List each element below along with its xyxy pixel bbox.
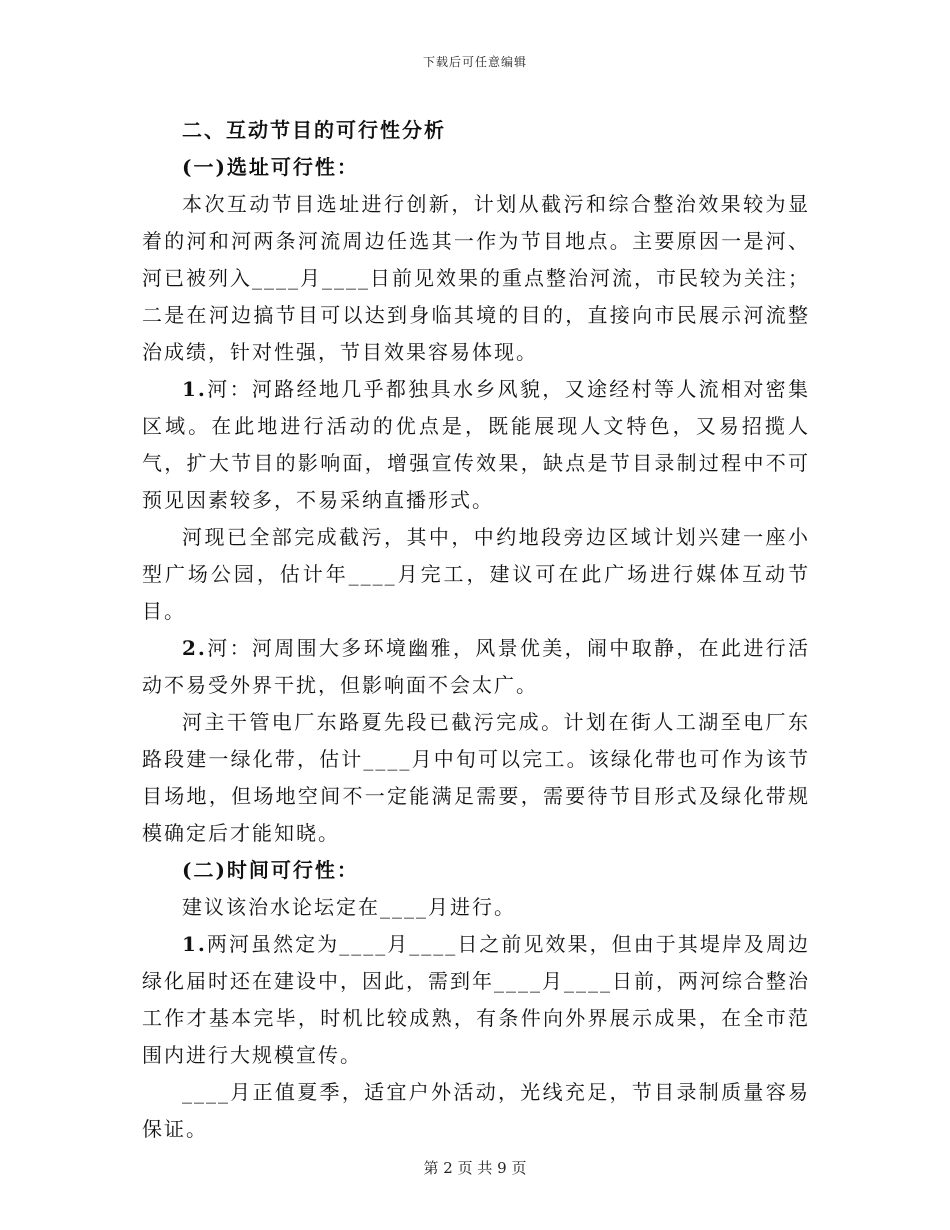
numbered-paragraph xyxy=(142,630,810,704)
page-footer: 第 2 页 共 9 页 xyxy=(423,1159,527,1177)
item-number: 1. xyxy=(182,932,207,956)
paragraph: ____月正值夏季，适宜户外活动，光线充足，节目录制质量容易保证。 xyxy=(142,1080,810,1141)
numbered-paragraph xyxy=(142,371,810,519)
subsection-heading-time: (二)时间可行性： xyxy=(182,858,359,882)
paragraph: 河主干管电厂东路夏先段已截污完成。计划在街人工湖至电厂东路段建一绿化带，估计____月中旬可以完工。该绿化带也可作为该节目场地，但场地空间不一定能满足需要，需要待节目形式及绿化带规模确定后才能知晓。 xyxy=(142,710,810,845)
item-number: 2. xyxy=(182,636,207,660)
item-number: 1. xyxy=(182,377,207,401)
section-heading: 二、互动节目的可行性分析 xyxy=(182,118,446,142)
document-body xyxy=(142,112,810,1148)
paragraph: 河现已全部完成截污，其中，中约地段旁边区域计划兴建一座小型广场公园，估计年____月完工，建议可在此广场进行媒体互动节目。 xyxy=(142,525,810,623)
numbered-paragraph xyxy=(142,926,810,1074)
paragraph-text: 河：河路经地几乎都独具水乡风貌，又途经村等人流相对密集区域。在此地进行活动的优点是，既能展现人文特色，又易招揽人气，扩大节目的影响面，增强宣传效果，缺点是节目录制过程中不可预见因素较多，不易采纳直播形式。 xyxy=(142,377,810,512)
paragraph: 建议该治水论坛定在____月进行。 xyxy=(182,895,516,919)
paragraph-text: 两河虽然定为____月____日之前见效果，但由于其堤岸及周边绿化届时还在建设中，因此，需到年____月____日前，两河综合整治工作才基本完毕，时机比较成熟，有条件向外界展示成果，在全市范围内进行大规模宣传。 xyxy=(142,932,810,1067)
page-header: 下载后可任意编辑 xyxy=(422,55,527,69)
paragraph-text: 河：河周围大多环境幽雅，风景优美，闹中取静，在此进行活动不易受外界干扰，但影响面不会太广。 xyxy=(142,636,810,697)
paragraph: 本次互动节目选址进行创新，计划从截污和综合整治效果较为显着的河和河两条河流周边任选其一作为节目地点。主要原因一是河、河已被列入____月____日前见效果的重点整治河流，市民较为关注；二是在河边搞节目可以达到身临其境的目的，直接向市民展示河流整治成绩，针对性强，节目效果容易体现。 xyxy=(142,192,810,364)
subsection-heading-site: (一)选址可行性： xyxy=(182,155,359,179)
